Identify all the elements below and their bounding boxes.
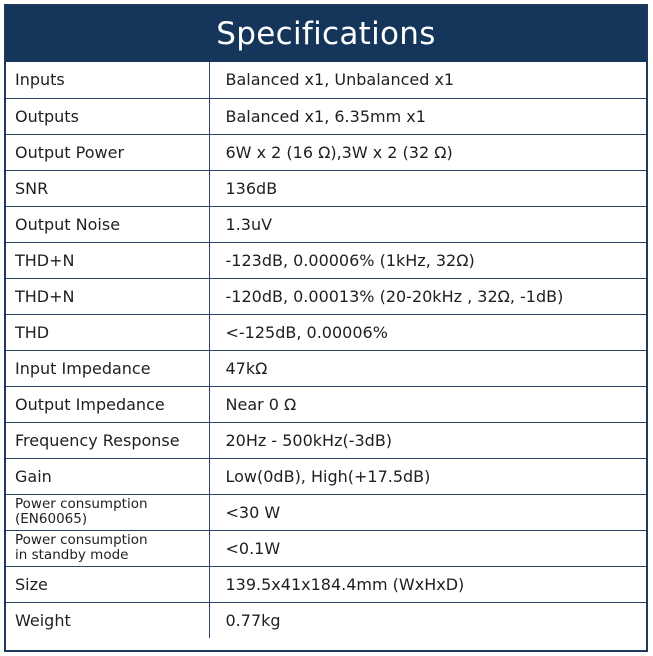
row-value: 6W x 2 (16 Ω),3W x 2 (32 Ω) (209, 134, 646, 170)
row-value: 139.5x41x184.4mm (WxHxD) (209, 566, 646, 602)
table-row (6, 134, 646, 170)
row-label: THD (6, 314, 209, 350)
row-label: Size (6, 566, 209, 602)
table-row (6, 530, 646, 566)
table-row (6, 242, 646, 278)
row-value: 0.77kg (209, 602, 646, 638)
row-value: 1.3uV (209, 206, 646, 242)
row-value: Low(0dB), High(+17.5dB) (209, 458, 646, 494)
spec-sheet (4, 4, 648, 652)
row-label-line: Power consumption (15, 532, 148, 548)
table-row (6, 422, 646, 458)
row-value: <-125dB, 0.00006% (209, 314, 646, 350)
table-row (6, 98, 646, 134)
table-row (6, 170, 646, 206)
row-label-line: in standby mode (15, 547, 129, 563)
table-row (6, 62, 646, 98)
table-row (6, 314, 646, 350)
row-value: 47kΩ (209, 350, 646, 386)
row-label: THD+N (6, 242, 209, 278)
row-label-line: (EN60065) (15, 511, 88, 527)
row-label: Output Noise (6, 206, 209, 242)
row-value: <0.1W (209, 530, 646, 566)
table-row (6, 278, 646, 314)
table-row (6, 494, 646, 530)
row-label: Frequency Response (6, 422, 209, 458)
row-label (6, 494, 209, 530)
row-value: -120dB, 0.00013% (20-20kHz , 32Ω, -1dB) (209, 278, 646, 314)
row-label: SNR (6, 170, 209, 206)
row-label: Input Impedance (6, 350, 209, 386)
row-label: Output Power (6, 134, 209, 170)
row-value: <30 W (209, 494, 646, 530)
row-label: Inputs (6, 62, 209, 98)
row-value: -123dB, 0.00006% (1kHz, 32Ω) (209, 242, 646, 278)
table-row (6, 458, 646, 494)
row-value: 136dB (209, 170, 646, 206)
row-label (6, 530, 209, 566)
spec-title: Specifications (6, 6, 646, 62)
row-value: Near 0 Ω (209, 386, 646, 422)
table-row (6, 602, 646, 638)
row-label: Weight (6, 602, 209, 638)
row-value: Balanced x1, Unbalanced x1 (225, 70, 455, 90)
table-row (6, 350, 646, 386)
spec-table (6, 62, 646, 638)
row-label: Output Impedance (6, 386, 209, 422)
table-row (6, 566, 646, 602)
row-label: Gain (6, 458, 209, 494)
row-label-line: Power consumption (15, 496, 148, 512)
table-row (6, 386, 646, 422)
row-label: Outputs (6, 98, 209, 134)
row-value: Balanced x1, 6.35mm x1 (209, 98, 646, 134)
table-row (6, 206, 646, 242)
row-value: 20Hz - 500kHz(-3dB) (209, 422, 646, 458)
row-label: THD+N (6, 278, 209, 314)
